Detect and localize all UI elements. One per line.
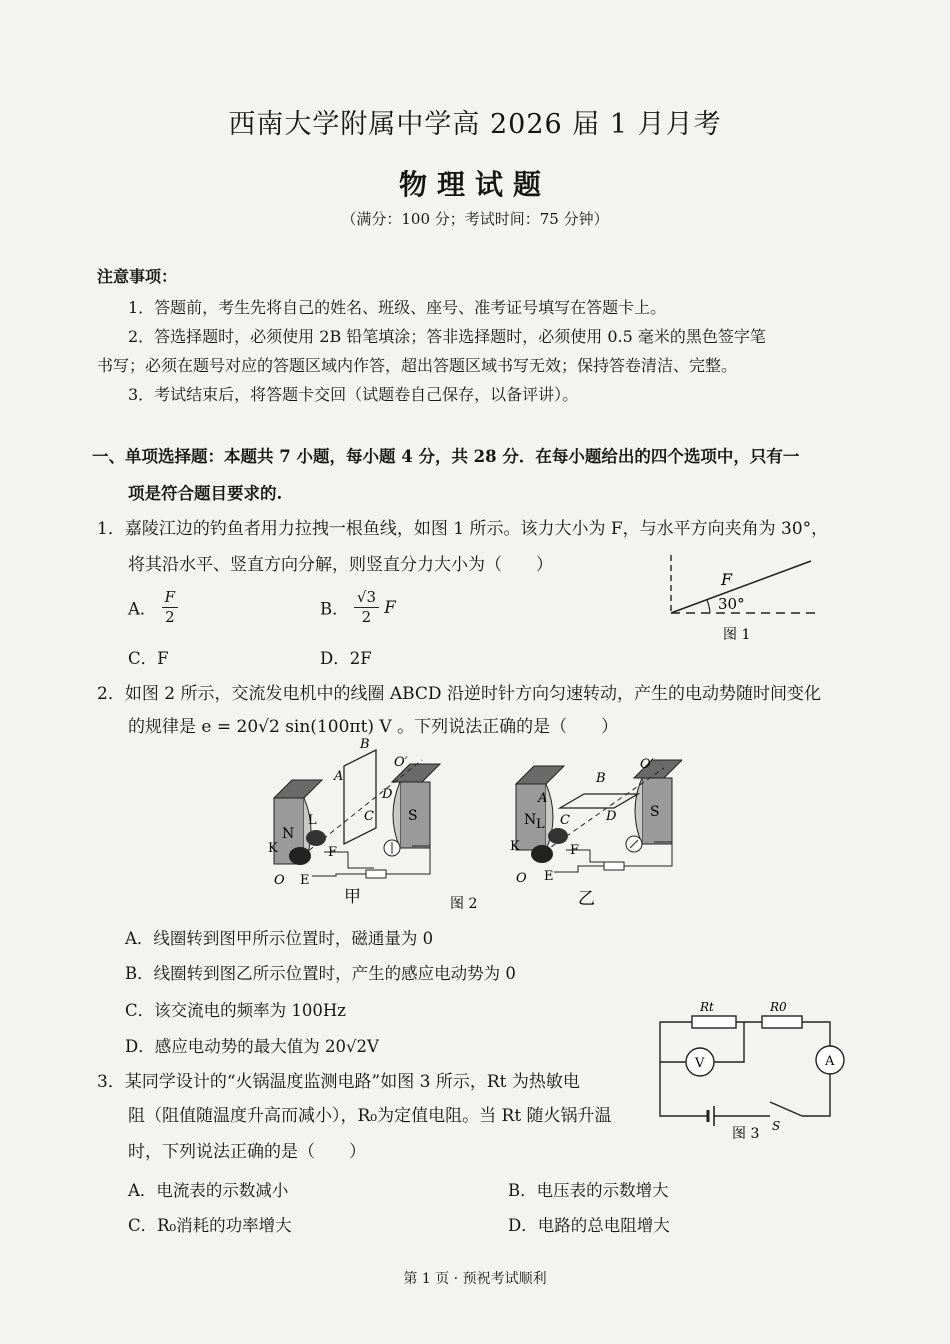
voltmeter-label: V: [695, 1056, 705, 1071]
label-f: F: [328, 845, 338, 860]
q1-option-a: [128, 588, 178, 627]
q3-stem-cont: 阻（阻值随温度升高而减小），R₀为定值电阻。当 Rt 随火锅升温: [128, 1106, 612, 1126]
label-e: E: [300, 873, 310, 888]
slip-ring-2: [531, 845, 553, 863]
switch-s: [770, 1102, 802, 1116]
numerator: F: [162, 588, 178, 608]
coil: [560, 794, 638, 808]
q1-option-b: [320, 588, 396, 627]
label-o: O: [516, 871, 527, 886]
magnet-n-top: [516, 766, 564, 784]
q1-stem: 1．嘉陵江边的钓鱼者用力拉拽一根鱼线，如图 1 所示。该力大小为 F，与水平方向夹角为 30°，: [97, 519, 829, 539]
label-a: A: [538, 791, 548, 806]
angle-arc: [707, 600, 710, 613]
angle-label: 30°: [718, 595, 745, 613]
section-heading-cont: 项是符合题目要求的.: [128, 484, 283, 503]
label-c: C: [364, 809, 374, 824]
wire: [802, 1022, 830, 1046]
label-d: D: [606, 809, 617, 824]
notice-heading: 注意事项：: [97, 267, 178, 286]
denominator: 2: [361, 608, 372, 626]
rt-label: Rt: [700, 1000, 714, 1014]
q3-option-c: C．R₀消耗的功率增大: [128, 1216, 292, 1235]
slip-ring-1: [306, 830, 326, 846]
ammeter-label: A: [825, 1054, 835, 1069]
notice-item-3: 3．考试结束后，将答题卡交回（试题卷自己保存，以备评讲）。: [128, 385, 579, 404]
figure-2-left-caption: 甲: [344, 887, 361, 907]
page-footer: 第 1 页 · 预祝考试顺利: [403, 1271, 547, 1287]
resistor: [604, 862, 624, 870]
figure-2-caption: 图 2: [450, 896, 478, 912]
notice-item-2: 2．答选择题时，必须使用 2B 铅笔填涂；答非选择题时，必须使用 0.5 毫米的黑色签字笔: [128, 327, 766, 346]
q2-option-d: D．感应电动势的最大值为 20√2V: [125, 1037, 379, 1056]
option-label: A．: [128, 599, 157, 619]
q2-option-a: A．线圈转到图甲所示位置时，磁通量为 0: [125, 929, 434, 948]
label-d: D: [382, 787, 393, 802]
q3-option-a: A．电流表的示数减小: [128, 1181, 289, 1200]
label-c: C: [560, 813, 570, 828]
switch-label: S: [772, 1119, 781, 1133]
label-l: L: [308, 813, 317, 828]
r0-label: R0: [770, 1000, 787, 1014]
label-o: O: [274, 873, 285, 888]
label-o-prime: O′: [394, 755, 408, 770]
label-l: L: [536, 817, 545, 832]
denominator: 2: [165, 608, 175, 626]
fraction: [354, 588, 379, 627]
figure-3-caption: 图 3: [732, 1126, 760, 1142]
q2-stem: 2．如图 2 所示，交流发电机中的线圈 ABCD 沿逆时针方向匀速转动，产生的电动势随时间变化: [97, 684, 821, 704]
notice-item-1: 1．答题前，考生先将自己的姓名、班级、座号、准考证号填写在答题卡上。: [128, 298, 667, 317]
label-a: A: [334, 769, 344, 784]
numerator: √3: [354, 588, 379, 608]
figure-2-right-caption: 乙: [578, 889, 595, 909]
label-b: B: [596, 771, 606, 786]
exam-meta: （满分：100 分；考试时间：75 分钟）: [341, 210, 609, 228]
figure-2: [262, 738, 682, 916]
wire: [802, 1074, 830, 1116]
label-e: E: [544, 869, 554, 884]
label-o-prime: O′: [640, 757, 654, 772]
slip-ring-1: [548, 828, 568, 844]
force-label: F: [721, 570, 733, 589]
resistor-r0: [762, 1016, 802, 1028]
label-s: S: [408, 808, 418, 824]
label-f: F: [570, 843, 580, 858]
q2-option-c: C．该交流电的频率为 100Hz: [125, 1001, 346, 1020]
q2-option-b: B．线圈转到图乙所示位置时，产生的感应电动势为 0: [125, 964, 516, 983]
q1-option-c: C．F: [128, 649, 169, 668]
label-k: K: [510, 839, 520, 854]
notice-item-2-cont: 书写；必须在题号对应的答题区域内作答，超出答题区域书写无效；保持答卷清洁、完整。: [97, 356, 738, 375]
label-s: S: [650, 804, 660, 820]
q3-stem: 3．某同学设计的“火锅温度监测电路”如图 3 所示，Rt 为热敏电: [97, 1072, 580, 1092]
q3-option-d: D．电路的总电阻增大: [508, 1216, 670, 1235]
coil: [344, 750, 376, 844]
magnet-s-face: [393, 782, 400, 848]
fraction: [162, 588, 178, 627]
exam-title: 西南大学附属中学高 2026 届 1 月月考: [228, 109, 722, 140]
label-b: B: [360, 738, 370, 752]
option-tail: F: [384, 598, 396, 617]
label-n: N: [282, 826, 295, 842]
slip-ring-2: [289, 847, 311, 865]
section-heading: 一、单项选择题：本题共 7 小题，每小题 4 分，共 28 分．在每小题给出的四个选项中，只有一: [92, 447, 800, 466]
figure-1: [655, 545, 830, 650]
thermistor-rt: [692, 1016, 736, 1028]
magnet-n-top: [274, 780, 322, 798]
generator-left: [268, 738, 440, 907]
q2-stem-cont: 的规律是 e = 20√2 sin(100πt) V 。下列说法正确的是（ ）: [128, 717, 619, 737]
figure-3: [652, 998, 852, 1143]
label-n: N: [524, 812, 537, 828]
q1-option-d: D．2F: [320, 649, 372, 668]
q3-stem-cont-2: 时，下列说法正确的是（ ）: [128, 1142, 366, 1162]
label-k: K: [268, 841, 278, 856]
option-label: B．: [320, 599, 349, 619]
q3-option-b: B．电压表的示数增大: [508, 1181, 669, 1200]
subject-title: 物理试题: [398, 168, 551, 201]
resistor: [366, 870, 386, 878]
figure-1-caption: 图 1: [723, 627, 751, 643]
generator-right: [510, 757, 682, 909]
q1-stem-cont: 将其沿水平、竖直方向分解，则竖直分力大小为（ ）: [128, 555, 553, 575]
